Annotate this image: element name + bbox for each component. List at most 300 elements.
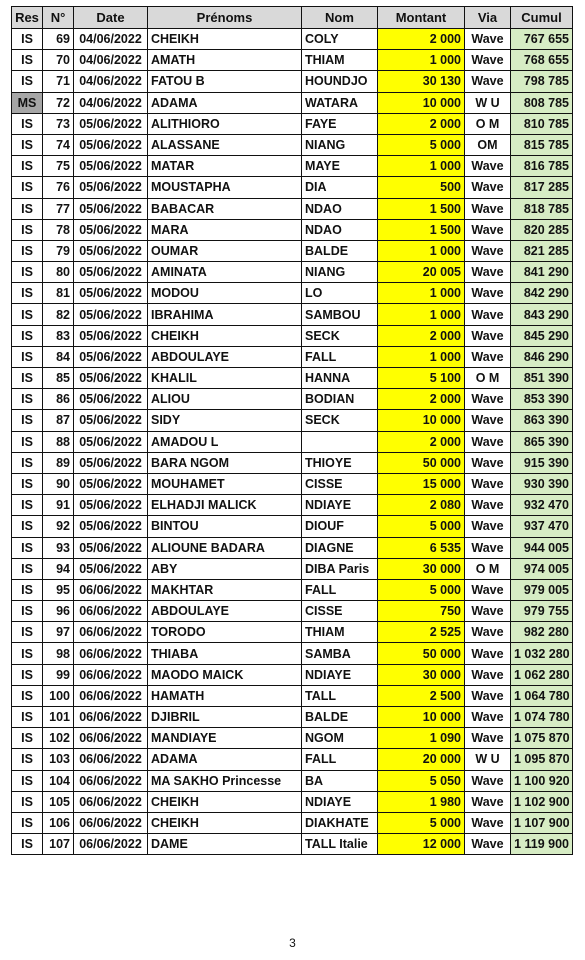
cell-cumul: 915 390	[511, 452, 573, 473]
cell-nom: BALDE	[302, 240, 378, 261]
cell-via: Wave	[465, 262, 511, 283]
cell-montant: 20 005	[378, 262, 465, 283]
cell-number: 91	[43, 495, 74, 516]
header-date: Date	[74, 7, 148, 29]
cell-date: 05/06/2022	[74, 262, 148, 283]
cell-number: 104	[43, 770, 74, 791]
header-row	[12, 7, 573, 29]
table-row	[12, 304, 573, 325]
cell-prenoms: DJIBRIL	[148, 707, 302, 728]
cell-nom: NDIAYE	[302, 664, 378, 685]
cell-cumul: 820 285	[511, 219, 573, 240]
cell-date: 06/06/2022	[74, 579, 148, 600]
cell-prenoms: ABDOULAYE	[148, 346, 302, 367]
cell-res: IS	[12, 431, 43, 452]
cell-nom: SECK	[302, 325, 378, 346]
cell-prenoms: KHALIL	[148, 368, 302, 389]
cell-cumul: 853 390	[511, 389, 573, 410]
cell-nom: NDAO	[302, 198, 378, 219]
cell-date: 06/06/2022	[74, 707, 148, 728]
header-via: Via	[465, 7, 511, 29]
cell-via: Wave	[465, 516, 511, 537]
cell-via: Wave	[465, 71, 511, 92]
table-row	[12, 71, 573, 92]
cell-number: 75	[43, 156, 74, 177]
cell-res: IS	[12, 410, 43, 431]
cell-date: 05/06/2022	[74, 410, 148, 431]
table-body	[12, 29, 573, 855]
cell-number: 107	[43, 834, 74, 855]
cell-date: 05/06/2022	[74, 368, 148, 389]
cell-prenoms: IBRAHIMA	[148, 304, 302, 325]
cell-prenoms: MODOU	[148, 283, 302, 304]
cell-montant: 5 100	[378, 368, 465, 389]
cell-prenoms: BARA NGOM	[148, 452, 302, 473]
cell-nom: TALL	[302, 685, 378, 706]
table-row	[12, 219, 573, 240]
cell-date: 05/06/2022	[74, 558, 148, 579]
cell-number: 78	[43, 219, 74, 240]
cell-cumul: 841 290	[511, 262, 573, 283]
table-row	[12, 92, 573, 113]
cell-res: IS	[12, 325, 43, 346]
cell-date: 06/06/2022	[74, 728, 148, 749]
table-row	[12, 664, 573, 685]
cell-prenoms: BABACAR	[148, 198, 302, 219]
table-row	[12, 29, 573, 50]
cell-res: IS	[12, 71, 43, 92]
cell-cumul: 1 032 280	[511, 643, 573, 664]
cell-number: 95	[43, 579, 74, 600]
cell-via: Wave	[465, 537, 511, 558]
cell-date: 05/06/2022	[74, 177, 148, 198]
cell-via: O M	[465, 368, 511, 389]
cell-date: 04/06/2022	[74, 50, 148, 71]
cell-prenoms: SIDY	[148, 410, 302, 431]
table-row	[12, 643, 573, 664]
cell-number: 93	[43, 537, 74, 558]
cell-nom: DIBA Paris	[302, 558, 378, 579]
cell-res: IS	[12, 452, 43, 473]
cell-number: 76	[43, 177, 74, 198]
cell-via: Wave	[465, 452, 511, 473]
table-row	[12, 834, 573, 855]
cell-date: 05/06/2022	[74, 240, 148, 261]
cell-montant: 2 500	[378, 685, 465, 706]
table-row	[12, 537, 573, 558]
cell-prenoms: MA SAKHO Princesse	[148, 770, 302, 791]
cell-montant: 2 000	[378, 389, 465, 410]
cell-number: 105	[43, 791, 74, 812]
cell-number: 79	[43, 240, 74, 261]
cell-prenoms: FATOU B	[148, 71, 302, 92]
cell-montant: 1 000	[378, 346, 465, 367]
cell-via: Wave	[465, 812, 511, 833]
cell-cumul: 851 390	[511, 368, 573, 389]
cell-number: 99	[43, 664, 74, 685]
table-row	[12, 452, 573, 473]
cell-date: 04/06/2022	[74, 92, 148, 113]
cell-cumul: 1 102 900	[511, 791, 573, 812]
table-row	[12, 685, 573, 706]
cell-date: 05/06/2022	[74, 389, 148, 410]
cell-number: 87	[43, 410, 74, 431]
cell-number: 96	[43, 601, 74, 622]
cell-prenoms: MOUSTAPHA	[148, 177, 302, 198]
table-row	[12, 134, 573, 155]
cell-res: IS	[12, 643, 43, 664]
cell-date: 06/06/2022	[74, 685, 148, 706]
cell-cumul: 979 005	[511, 579, 573, 600]
cell-prenoms: CHEIKH	[148, 812, 302, 833]
table-row	[12, 622, 573, 643]
cell-nom: BALDE	[302, 707, 378, 728]
cell-res: IS	[12, 516, 43, 537]
cell-prenoms: ABDOULAYE	[148, 601, 302, 622]
cell-prenoms: ALITHIORO	[148, 113, 302, 134]
cell-number: 102	[43, 728, 74, 749]
cell-date: 06/06/2022	[74, 791, 148, 812]
cell-number: 84	[43, 346, 74, 367]
cell-prenoms: MAKHTAR	[148, 579, 302, 600]
cell-number: 94	[43, 558, 74, 579]
cell-res: IS	[12, 177, 43, 198]
cell-res: IS	[12, 622, 43, 643]
cell-nom: WATARA	[302, 92, 378, 113]
cell-cumul: 937 470	[511, 516, 573, 537]
cell-prenoms: ALASSANE	[148, 134, 302, 155]
cell-res: IS	[12, 834, 43, 855]
cell-cumul: 982 280	[511, 622, 573, 643]
cell-cumul: 930 390	[511, 473, 573, 494]
cell-montant: 2 525	[378, 622, 465, 643]
cell-date: 06/06/2022	[74, 601, 148, 622]
cell-nom: FALL	[302, 579, 378, 600]
cell-nom: BODIAN	[302, 389, 378, 410]
cell-nom: FAYE	[302, 113, 378, 134]
cell-montant: 1 500	[378, 219, 465, 240]
cell-montant: 5 000	[378, 516, 465, 537]
cell-res: IS	[12, 558, 43, 579]
table-row	[12, 346, 573, 367]
cell-montant: 500	[378, 177, 465, 198]
table-row	[12, 812, 573, 833]
header-montant: Montant	[378, 7, 465, 29]
cell-montant: 20 000	[378, 749, 465, 770]
page-number: 3	[289, 936, 296, 950]
cell-res: IS	[12, 50, 43, 71]
cell-res: IS	[12, 198, 43, 219]
cell-res: IS	[12, 728, 43, 749]
cell-date: 05/06/2022	[74, 113, 148, 134]
header-nom: Nom	[302, 7, 378, 29]
cell-nom: SECK	[302, 410, 378, 431]
cell-nom: THIAM	[302, 50, 378, 71]
cell-via: Wave	[465, 219, 511, 240]
cell-prenoms: OUMAR	[148, 240, 302, 261]
header-number: N°	[43, 7, 74, 29]
cell-via: Wave	[465, 643, 511, 664]
cell-prenoms: ADAMA	[148, 749, 302, 770]
cell-res: IS	[12, 812, 43, 833]
cell-via: Wave	[465, 431, 511, 452]
cell-via: Wave	[465, 50, 511, 71]
cell-res: IS	[12, 304, 43, 325]
cell-cumul: 821 285	[511, 240, 573, 261]
cell-nom: THIOYE	[302, 452, 378, 473]
cell-prenoms: THIABA	[148, 643, 302, 664]
cell-number: 80	[43, 262, 74, 283]
cell-nom: BA	[302, 770, 378, 791]
cell-res: IS	[12, 262, 43, 283]
header-prenoms: Prénoms	[148, 7, 302, 29]
cell-cumul: 863 390	[511, 410, 573, 431]
cell-number: 83	[43, 325, 74, 346]
cell-nom: MAYE	[302, 156, 378, 177]
cell-montant: 30 000	[378, 664, 465, 685]
cell-prenoms: AMINATA	[148, 262, 302, 283]
cell-nom: NDIAYE	[302, 495, 378, 516]
cell-date: 05/06/2022	[74, 134, 148, 155]
table-row	[12, 431, 573, 452]
cell-cumul: 1 075 870	[511, 728, 573, 749]
cell-cumul: 768 655	[511, 50, 573, 71]
cell-via: Wave	[465, 304, 511, 325]
cell-date: 04/06/2022	[74, 71, 148, 92]
cell-cumul: 818 785	[511, 198, 573, 219]
cell-cumul: 979 755	[511, 601, 573, 622]
cell-nom: SAMBA	[302, 643, 378, 664]
cell-nom: CISSE	[302, 473, 378, 494]
table-row	[12, 579, 573, 600]
cell-via: Wave	[465, 325, 511, 346]
cell-number: 92	[43, 516, 74, 537]
cell-via: W U	[465, 749, 511, 770]
cell-cumul: 1 107 900	[511, 812, 573, 833]
cell-via: Wave	[465, 834, 511, 855]
cell-nom: DIAKHATE	[302, 812, 378, 833]
cell-cumul: 1 064 780	[511, 685, 573, 706]
cell-date: 05/06/2022	[74, 325, 148, 346]
table-row	[12, 749, 573, 770]
cell-cumul: 815 785	[511, 134, 573, 155]
cell-res: IS	[12, 685, 43, 706]
cell-nom: DIOUF	[302, 516, 378, 537]
cell-cumul: 1 074 780	[511, 707, 573, 728]
cell-cumul: 798 785	[511, 71, 573, 92]
cell-res: IS	[12, 749, 43, 770]
cell-prenoms: MATAR	[148, 156, 302, 177]
cell-res: IS	[12, 770, 43, 791]
cell-nom: DIA	[302, 177, 378, 198]
cell-via: Wave	[465, 728, 511, 749]
cell-cumul: 944 005	[511, 537, 573, 558]
table-row	[12, 113, 573, 134]
cell-number: 106	[43, 812, 74, 833]
cell-via: Wave	[465, 283, 511, 304]
cell-res: IS	[12, 579, 43, 600]
cell-prenoms: ALIOUNE BADARA	[148, 537, 302, 558]
cell-res: IS	[12, 368, 43, 389]
cell-montant: 1 000	[378, 304, 465, 325]
cell-prenoms: MAODO MAICK	[148, 664, 302, 685]
cell-res: IS	[12, 791, 43, 812]
cell-nom: NIANG	[302, 134, 378, 155]
cell-prenoms: CHEIKH	[148, 325, 302, 346]
cell-via: Wave	[465, 346, 511, 367]
cell-via: Wave	[465, 198, 511, 219]
cell-montant: 5 050	[378, 770, 465, 791]
cell-nom: NDAO	[302, 219, 378, 240]
cell-number: 73	[43, 113, 74, 134]
cell-nom: HOUNDJO	[302, 71, 378, 92]
cell-montant: 10 000	[378, 92, 465, 113]
cell-via: OM	[465, 134, 511, 155]
cell-date: 05/06/2022	[74, 473, 148, 494]
cell-number: 101	[43, 707, 74, 728]
header-cumul: Cumul	[511, 7, 573, 29]
table-row	[12, 50, 573, 71]
cell-date: 05/06/2022	[74, 537, 148, 558]
cell-via: Wave	[465, 685, 511, 706]
cell-via: Wave	[465, 791, 511, 812]
cell-cumul: 932 470	[511, 495, 573, 516]
cell-via: Wave	[465, 240, 511, 261]
table-row	[12, 770, 573, 791]
cell-nom: NDIAYE	[302, 791, 378, 812]
table-row	[12, 283, 573, 304]
cell-via: Wave	[465, 622, 511, 643]
cell-via: O M	[465, 558, 511, 579]
cell-nom: TALL Italie	[302, 834, 378, 855]
cell-number: 88	[43, 431, 74, 452]
cell-date: 06/06/2022	[74, 834, 148, 855]
cell-date: 05/06/2022	[74, 304, 148, 325]
cell-date: 05/06/2022	[74, 431, 148, 452]
cell-cumul: 974 005	[511, 558, 573, 579]
cell-res: IS	[12, 537, 43, 558]
cell-via: Wave	[465, 389, 511, 410]
table-row	[12, 410, 573, 431]
table-row	[12, 240, 573, 261]
cell-number: 71	[43, 71, 74, 92]
cell-via: Wave	[465, 770, 511, 791]
cell-date: 05/06/2022	[74, 219, 148, 240]
table-row	[12, 495, 573, 516]
cell-montant: 50 000	[378, 643, 465, 664]
contributions-sheet	[11, 6, 573, 855]
cell-montant: 15 000	[378, 473, 465, 494]
cell-prenoms: CHEIKH	[148, 29, 302, 50]
cell-number: 103	[43, 749, 74, 770]
cell-prenoms: MANDIAYE	[148, 728, 302, 749]
table-row	[12, 198, 573, 219]
cell-via: Wave	[465, 177, 511, 198]
cell-number: 97	[43, 622, 74, 643]
cell-cumul: 767 655	[511, 29, 573, 50]
cell-date: 06/06/2022	[74, 622, 148, 643]
cell-montant: 1 000	[378, 50, 465, 71]
table-row	[12, 389, 573, 410]
cell-number: 85	[43, 368, 74, 389]
table-row	[12, 262, 573, 283]
cell-number: 82	[43, 304, 74, 325]
table-row	[12, 558, 573, 579]
table-row	[12, 728, 573, 749]
table-row	[12, 601, 573, 622]
cell-res: IS	[12, 601, 43, 622]
cell-montant: 2 000	[378, 325, 465, 346]
cell-number: 69	[43, 29, 74, 50]
cell-cumul: 1 095 870	[511, 749, 573, 770]
cell-via: Wave	[465, 601, 511, 622]
cell-number: 98	[43, 643, 74, 664]
cell-montant: 12 000	[378, 834, 465, 855]
cell-res: IS	[12, 240, 43, 261]
header-res: Res	[12, 7, 43, 29]
contributions-table	[11, 6, 573, 855]
cell-res: IS	[12, 113, 43, 134]
cell-via: Wave	[465, 156, 511, 177]
cell-nom: CISSE	[302, 601, 378, 622]
cell-prenoms: CHEIKH	[148, 791, 302, 812]
table-row	[12, 473, 573, 494]
cell-res: MS	[12, 92, 43, 113]
cell-via: Wave	[465, 29, 511, 50]
cell-res: IS	[12, 389, 43, 410]
cell-via: O M	[465, 113, 511, 134]
cell-res: IS	[12, 283, 43, 304]
cell-montant: 2 000	[378, 113, 465, 134]
cell-montant: 1 000	[378, 283, 465, 304]
cell-prenoms: ALIOU	[148, 389, 302, 410]
cell-montant: 1 980	[378, 791, 465, 812]
table-row	[12, 516, 573, 537]
cell-date: 06/06/2022	[74, 770, 148, 791]
cell-montant: 30 000	[378, 558, 465, 579]
cell-montant: 1 000	[378, 156, 465, 177]
cell-nom: SAMBOU	[302, 304, 378, 325]
cell-via: Wave	[465, 495, 511, 516]
cell-via: Wave	[465, 664, 511, 685]
cell-prenoms: BINTOU	[148, 516, 302, 537]
cell-via: Wave	[465, 473, 511, 494]
cell-nom: NGOM	[302, 728, 378, 749]
cell-prenoms: AMADOU L	[148, 431, 302, 452]
cell-number: 72	[43, 92, 74, 113]
cell-cumul: 1 100 920	[511, 770, 573, 791]
cell-montant: 6 535	[378, 537, 465, 558]
cell-date: 05/06/2022	[74, 198, 148, 219]
cell-cumul: 808 785	[511, 92, 573, 113]
cell-montant: 2 000	[378, 29, 465, 50]
cell-number: 70	[43, 50, 74, 71]
cell-prenoms: ADAMA	[148, 92, 302, 113]
cell-montant: 30 130	[378, 71, 465, 92]
cell-montant: 2 000	[378, 431, 465, 452]
cell-montant: 5 000	[378, 579, 465, 600]
cell-cumul: 842 290	[511, 283, 573, 304]
cell-via: Wave	[465, 410, 511, 431]
cell-nom	[302, 431, 378, 452]
cell-date: 06/06/2022	[74, 643, 148, 664]
cell-date: 06/06/2022	[74, 749, 148, 770]
table-row	[12, 325, 573, 346]
cell-prenoms: MARA	[148, 219, 302, 240]
cell-res: IS	[12, 664, 43, 685]
cell-res: IS	[12, 346, 43, 367]
cell-number: 90	[43, 473, 74, 494]
